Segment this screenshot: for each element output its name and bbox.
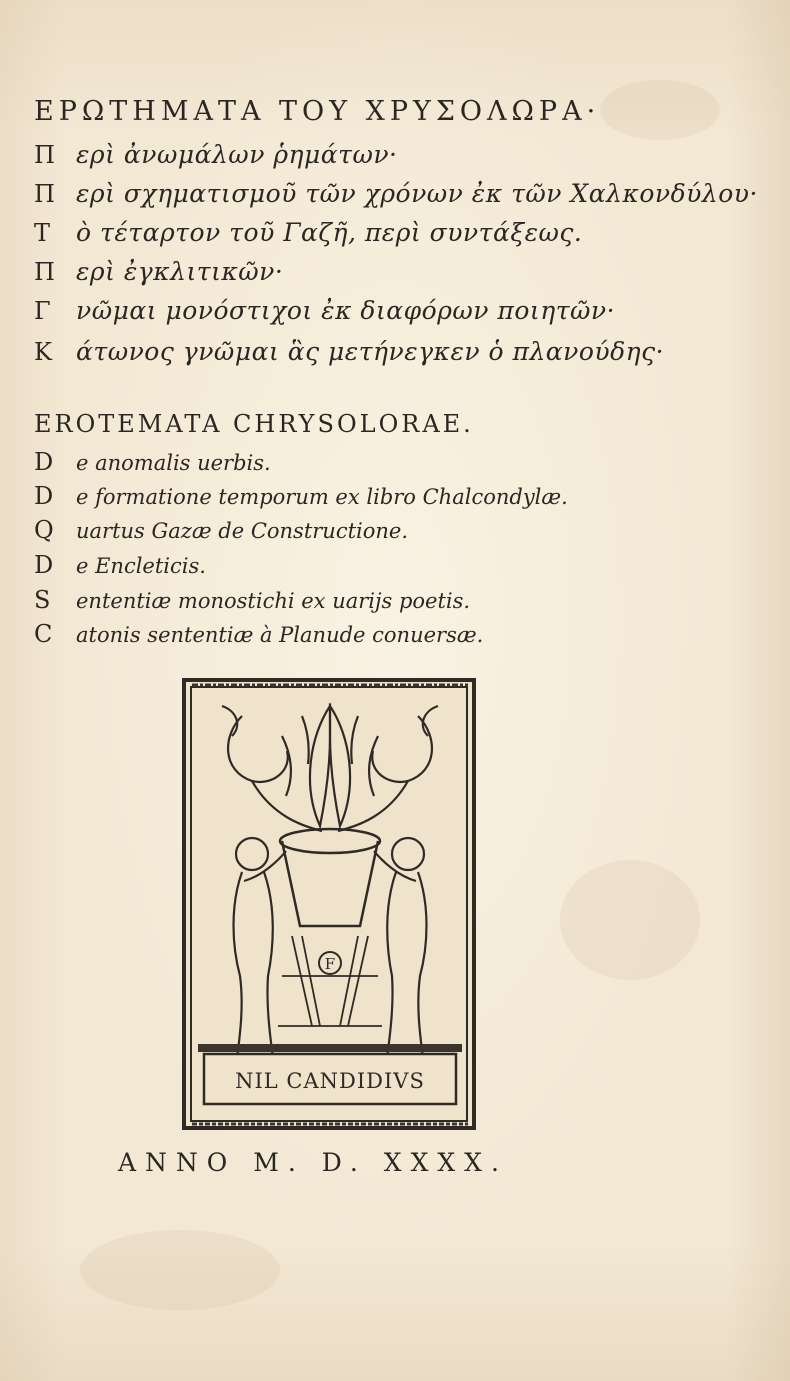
printer-motto: NIL CANDIDIVS (235, 1069, 425, 1093)
entry-text: ερὶ ἐγκλιτικῶν· (76, 257, 284, 286)
entry-text: e Encleticis. (76, 554, 206, 578)
greek-entry (34, 337, 664, 366)
latin-entry (34, 620, 483, 648)
entry-initial: Κ (34, 338, 52, 366)
latin-entry (34, 482, 568, 510)
entry-text: ερὶ σχηματισμοῦ τῶν χρόνων ἐκ τῶν Χαλκονδύλου· (76, 179, 758, 208)
greek-entry (34, 296, 615, 325)
entry-initial: C (34, 620, 53, 648)
entry-text: ententiæ monostichi ex uarijs poetis. (76, 589, 471, 613)
entry-text: ὸ τέταρτον τοῦ Γαζῆ, περὶ συντάξεως. (76, 218, 583, 247)
entry-text: uartus Gazæ de Constructione. (76, 519, 409, 543)
entry-text: atonis sententiæ à Planude conuersæ. (76, 623, 484, 647)
entry-text: νῶμαι μονόστιχοι ἐκ διαφόρων ποιητῶν· (76, 296, 616, 325)
entry-initial: Π (34, 258, 55, 286)
greek-entry (34, 140, 398, 169)
greek-title: ΕΡΩΤΗΜΑΤΑ ΤΟΥ ΧΡΥΣΟΛΩΡΑ· (34, 96, 601, 127)
printer-monogram: F (324, 955, 336, 973)
entry-initial: Π (34, 141, 55, 169)
greek-entry (34, 218, 582, 247)
latin-entry (34, 516, 408, 544)
entry-text: e formatione temporum ex libro Chalcondylæ. (76, 485, 568, 509)
entry-initial: Q (34, 516, 54, 544)
entry-initial: Π (34, 180, 55, 208)
publication-year: ANNO M. D. XXXX. (118, 1148, 508, 1177)
entry-initial: S (34, 586, 51, 614)
entry-initial: D (34, 482, 54, 510)
entry-text: e anomalis uerbis. (76, 451, 271, 475)
greek-entry (34, 257, 283, 286)
entry-text: άτωνος γνῶμαι ἃς μετήνεγκεν ὁ πλανούδης· (76, 337, 665, 366)
latin-entry (34, 448, 271, 476)
paper-stain (560, 860, 700, 980)
entry-text: ερὶ ἀνωμάλων ῥημάτων· (76, 140, 398, 169)
entry-initial: Γ (34, 297, 51, 325)
entry-initial: D (34, 448, 54, 476)
latin-entry (34, 586, 470, 614)
paper-stain (80, 1230, 280, 1310)
entry-initial: D (34, 551, 54, 579)
latin-entry (34, 551, 206, 579)
latin-title: EROTEMATA CHRYSOLORAE. (34, 410, 474, 438)
printer-device-woodcut (182, 676, 478, 1134)
greek-entry (34, 179, 758, 208)
entry-initial: Τ (34, 219, 51, 247)
paper-stain (600, 80, 720, 140)
